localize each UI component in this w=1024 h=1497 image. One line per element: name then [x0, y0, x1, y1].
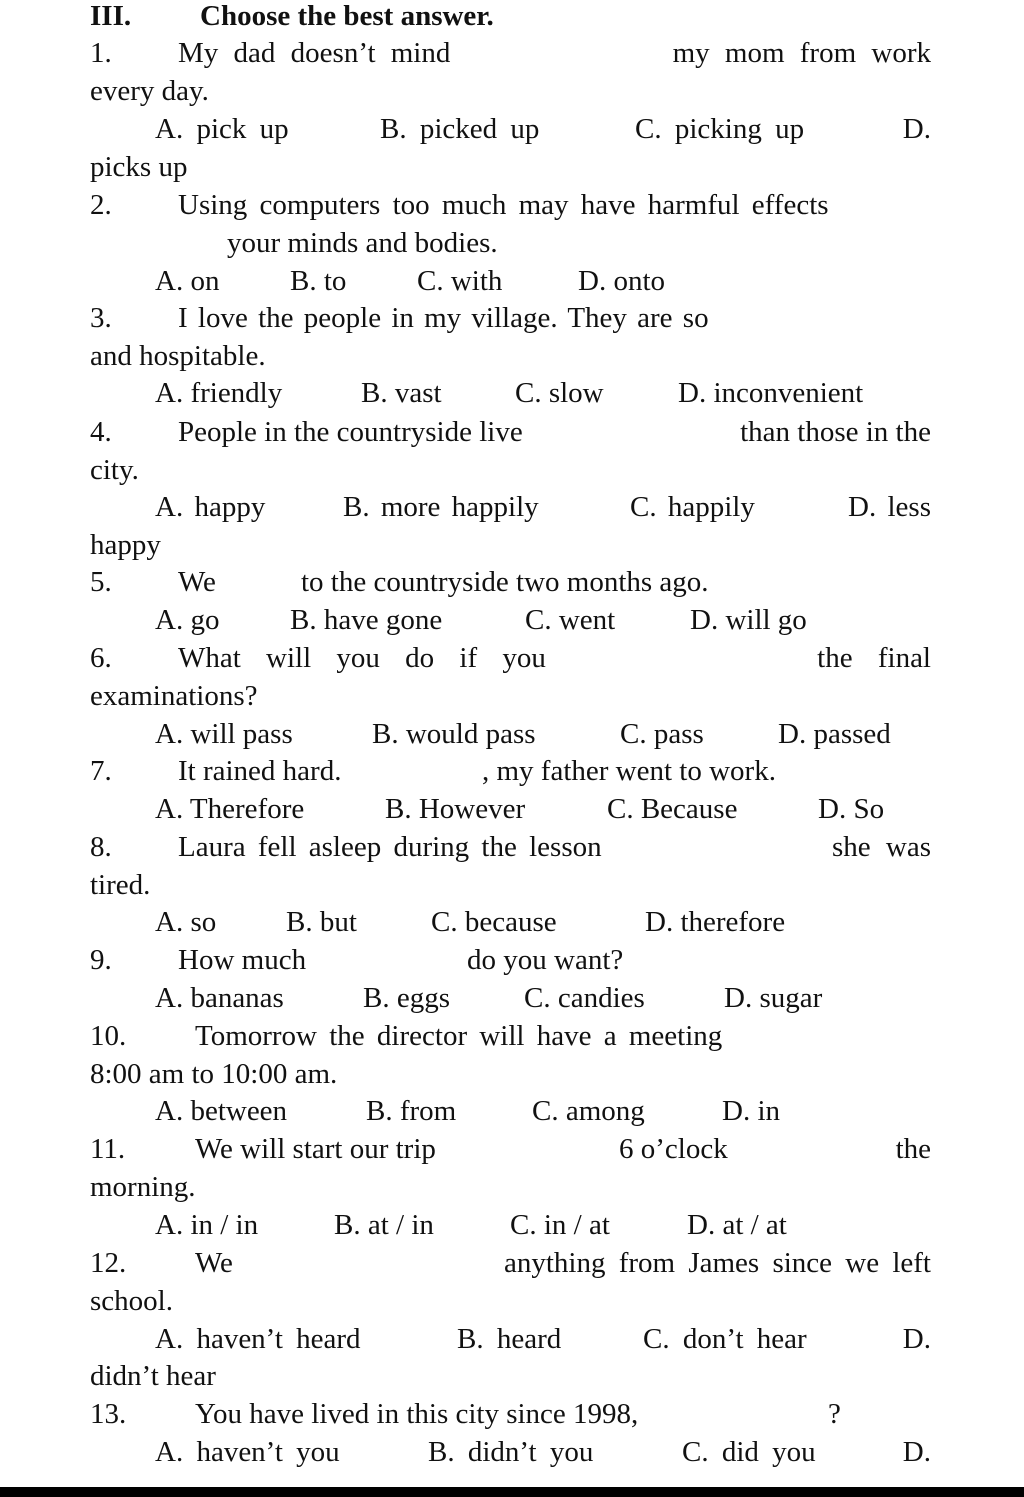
question-stem-end: the final — [817, 642, 931, 674]
question-continuation: your minds and bodies. — [227, 227, 498, 259]
option-a[interactable]: A. haven’t you — [155, 1436, 340, 1468]
question-stem: We — [195, 1247, 233, 1279]
option-c[interactable]: C. in / at — [510, 1209, 610, 1241]
options-7 — [90, 790, 931, 828]
question-number: 10. — [90, 1020, 127, 1052]
option-d-continuation: didn’t hear — [90, 1360, 216, 1392]
option-c[interactable]: C. because — [431, 906, 557, 938]
option-b[interactable]: B. heard — [457, 1323, 562, 1355]
question-stem-end: my mom from work — [672, 37, 931, 69]
question-number: 2. — [90, 189, 112, 221]
question-continuation: morning. — [90, 1171, 196, 1203]
option-d[interactable]: D. So — [818, 793, 885, 825]
question-13 — [90, 1395, 931, 1433]
option-a[interactable]: A. on — [155, 265, 220, 297]
option-d[interactable]: D. — [902, 1436, 931, 1468]
question-stem-mid: 6 o’clock — [619, 1133, 728, 1165]
option-d[interactable]: D. in — [722, 1095, 780, 1127]
bottom-edge-bar — [0, 1487, 1024, 1497]
question-stem: I love the people in my village. They are so — [178, 302, 709, 334]
question-2 — [90, 186, 931, 224]
question-stem-end: she was — [831, 831, 931, 863]
option-b[interactable]: B. at / in — [334, 1209, 434, 1241]
option-b[interactable]: B. more happily — [343, 491, 539, 523]
option-b[interactable]: B. have gone — [290, 604, 443, 636]
options-1 — [90, 110, 931, 148]
question-stem-end: , my father went to work. — [482, 755, 776, 787]
option-a[interactable]: A. bananas — [155, 982, 284, 1014]
option-b[interactable]: B. didn’t you — [428, 1436, 594, 1468]
option-d[interactable]: D. — [902, 113, 931, 145]
question-1 — [90, 34, 931, 72]
option-c[interactable]: C. went — [525, 604, 616, 636]
question-stem-end: the — [895, 1133, 931, 1165]
option-b[interactable]: B. would pass — [372, 718, 536, 750]
question-continuation: 8:00 am to 10:00 am. — [90, 1058, 338, 1090]
option-d[interactable]: D. therefore — [645, 906, 786, 938]
question-stem-end: than those in the — [740, 416, 931, 448]
question-continuation: and hospitable. — [90, 340, 266, 372]
option-d[interactable]: D. onto — [578, 265, 665, 297]
question-number: 6. — [90, 642, 112, 674]
options-3 — [90, 374, 931, 412]
options-9 — [90, 979, 931, 1017]
question-number: 5. — [90, 566, 112, 598]
option-c[interactable]: C. picking up — [635, 113, 805, 145]
question-number: 1. — [90, 37, 112, 69]
question-continuation: examinations? — [90, 680, 258, 712]
question-number: 3. — [90, 302, 112, 334]
option-a[interactable]: A. friendly — [155, 377, 283, 409]
option-a[interactable]: A. in / in — [155, 1209, 259, 1241]
option-a[interactable]: A. go — [155, 604, 220, 636]
option-d[interactable]: D. passed — [778, 718, 891, 750]
question-stem: Tomorrow the director will have a meeting — [195, 1020, 723, 1052]
option-b[interactable]: B. However — [385, 793, 526, 825]
question-stem: We — [178, 566, 216, 598]
question-stem: What will you do if you — [178, 642, 546, 674]
options-12 — [90, 1320, 931, 1358]
option-d-continuation: picks up — [90, 151, 188, 183]
option-c[interactable]: C. among — [532, 1095, 645, 1127]
options-10 — [90, 1092, 931, 1130]
options-2 — [90, 262, 931, 300]
options-5 — [90, 601, 931, 639]
question-stem: You have lived in this city since 1998, — [195, 1398, 639, 1430]
question-stem: We will start our trip — [195, 1133, 436, 1165]
question-3 — [90, 299, 931, 337]
question-stem: It rained hard. — [178, 755, 342, 787]
option-b[interactable]: B. eggs — [363, 982, 450, 1014]
question-4 — [90, 413, 931, 451]
option-b[interactable]: B. but — [286, 906, 357, 938]
question-stem-end: ? — [828, 1398, 841, 1430]
option-a[interactable]: A. pick up — [155, 113, 289, 145]
question-10 — [90, 1017, 931, 1055]
question-9 — [90, 941, 931, 979]
question-number: 9. — [90, 944, 112, 976]
question-number: 12. — [90, 1247, 127, 1279]
question-11 — [90, 1130, 931, 1168]
options-4 — [90, 488, 931, 526]
option-a[interactable]: A. Therefore — [155, 793, 305, 825]
option-b[interactable]: B. picked up — [380, 113, 540, 145]
option-d[interactable]: D. will go — [690, 604, 807, 636]
option-d[interactable]: D. sugar — [724, 982, 823, 1014]
question-continuation: every day. — [90, 75, 209, 107]
question-stem-end: do you want? — [467, 944, 624, 976]
option-c[interactable]: C. candies — [524, 982, 645, 1014]
option-c[interactable]: C. slow — [515, 377, 604, 409]
question-6 — [90, 639, 931, 677]
option-c[interactable]: C. happily — [630, 491, 755, 523]
option-d[interactable]: D. — [902, 1323, 931, 1355]
question-12 — [90, 1244, 931, 1282]
option-c[interactable]: C. with — [417, 265, 503, 297]
section-title: Choose the best answer. — [200, 0, 494, 32]
options-6 — [90, 715, 931, 753]
option-d-continuation: happy — [90, 529, 161, 561]
option-d[interactable]: D. at / at — [687, 1209, 787, 1241]
option-b[interactable]: B. vast — [361, 377, 442, 409]
option-c[interactable]: C. Because — [607, 793, 738, 825]
option-a[interactable]: A. happy — [155, 491, 266, 523]
question-number: 11. — [90, 1133, 126, 1165]
question-stem: People in the countryside live — [178, 416, 523, 448]
question-number: 8. — [90, 831, 112, 863]
option-a[interactable]: A. will pass — [155, 718, 293, 750]
question-number: 4. — [90, 416, 112, 448]
option-a[interactable]: A. so — [155, 906, 217, 938]
section-number: III. — [90, 0, 132, 32]
question-stem: How much — [178, 944, 307, 976]
option-b[interactable]: B. from — [366, 1095, 457, 1127]
question-continuation: school. — [90, 1285, 173, 1317]
question-stem-end: to the countryside two months ago. — [301, 566, 709, 598]
option-a[interactable]: A. between — [155, 1095, 288, 1127]
option-b[interactable]: B. to — [290, 265, 347, 297]
question-stem: Using computers too much may have harmful effects — [178, 189, 829, 221]
question-continuation: city. — [90, 454, 139, 486]
question-number: 7. — [90, 755, 112, 787]
question-stem: Laura fell asleep during the lesson — [178, 831, 602, 863]
question-stem: My dad doesn’t mind — [178, 37, 451, 69]
option-d[interactable]: D. inconvenient — [678, 377, 864, 409]
options-11 — [90, 1206, 931, 1244]
question-7 — [90, 752, 931, 790]
option-c[interactable]: C. pass — [620, 718, 704, 750]
question-stem-end: anything from James since we left — [503, 1247, 931, 1279]
option-c[interactable]: C. don’t hear — [643, 1323, 807, 1355]
options-8 — [90, 903, 931, 941]
question-8 — [90, 828, 931, 866]
option-d[interactable]: D. less — [848, 491, 931, 523]
option-a[interactable]: A. haven’t heard — [155, 1323, 361, 1355]
question-5 — [90, 563, 931, 601]
option-c[interactable]: C. did you — [682, 1436, 816, 1468]
options-13 — [90, 1433, 931, 1471]
question-number: 13. — [90, 1398, 127, 1430]
question-continuation: tired. — [90, 869, 151, 901]
